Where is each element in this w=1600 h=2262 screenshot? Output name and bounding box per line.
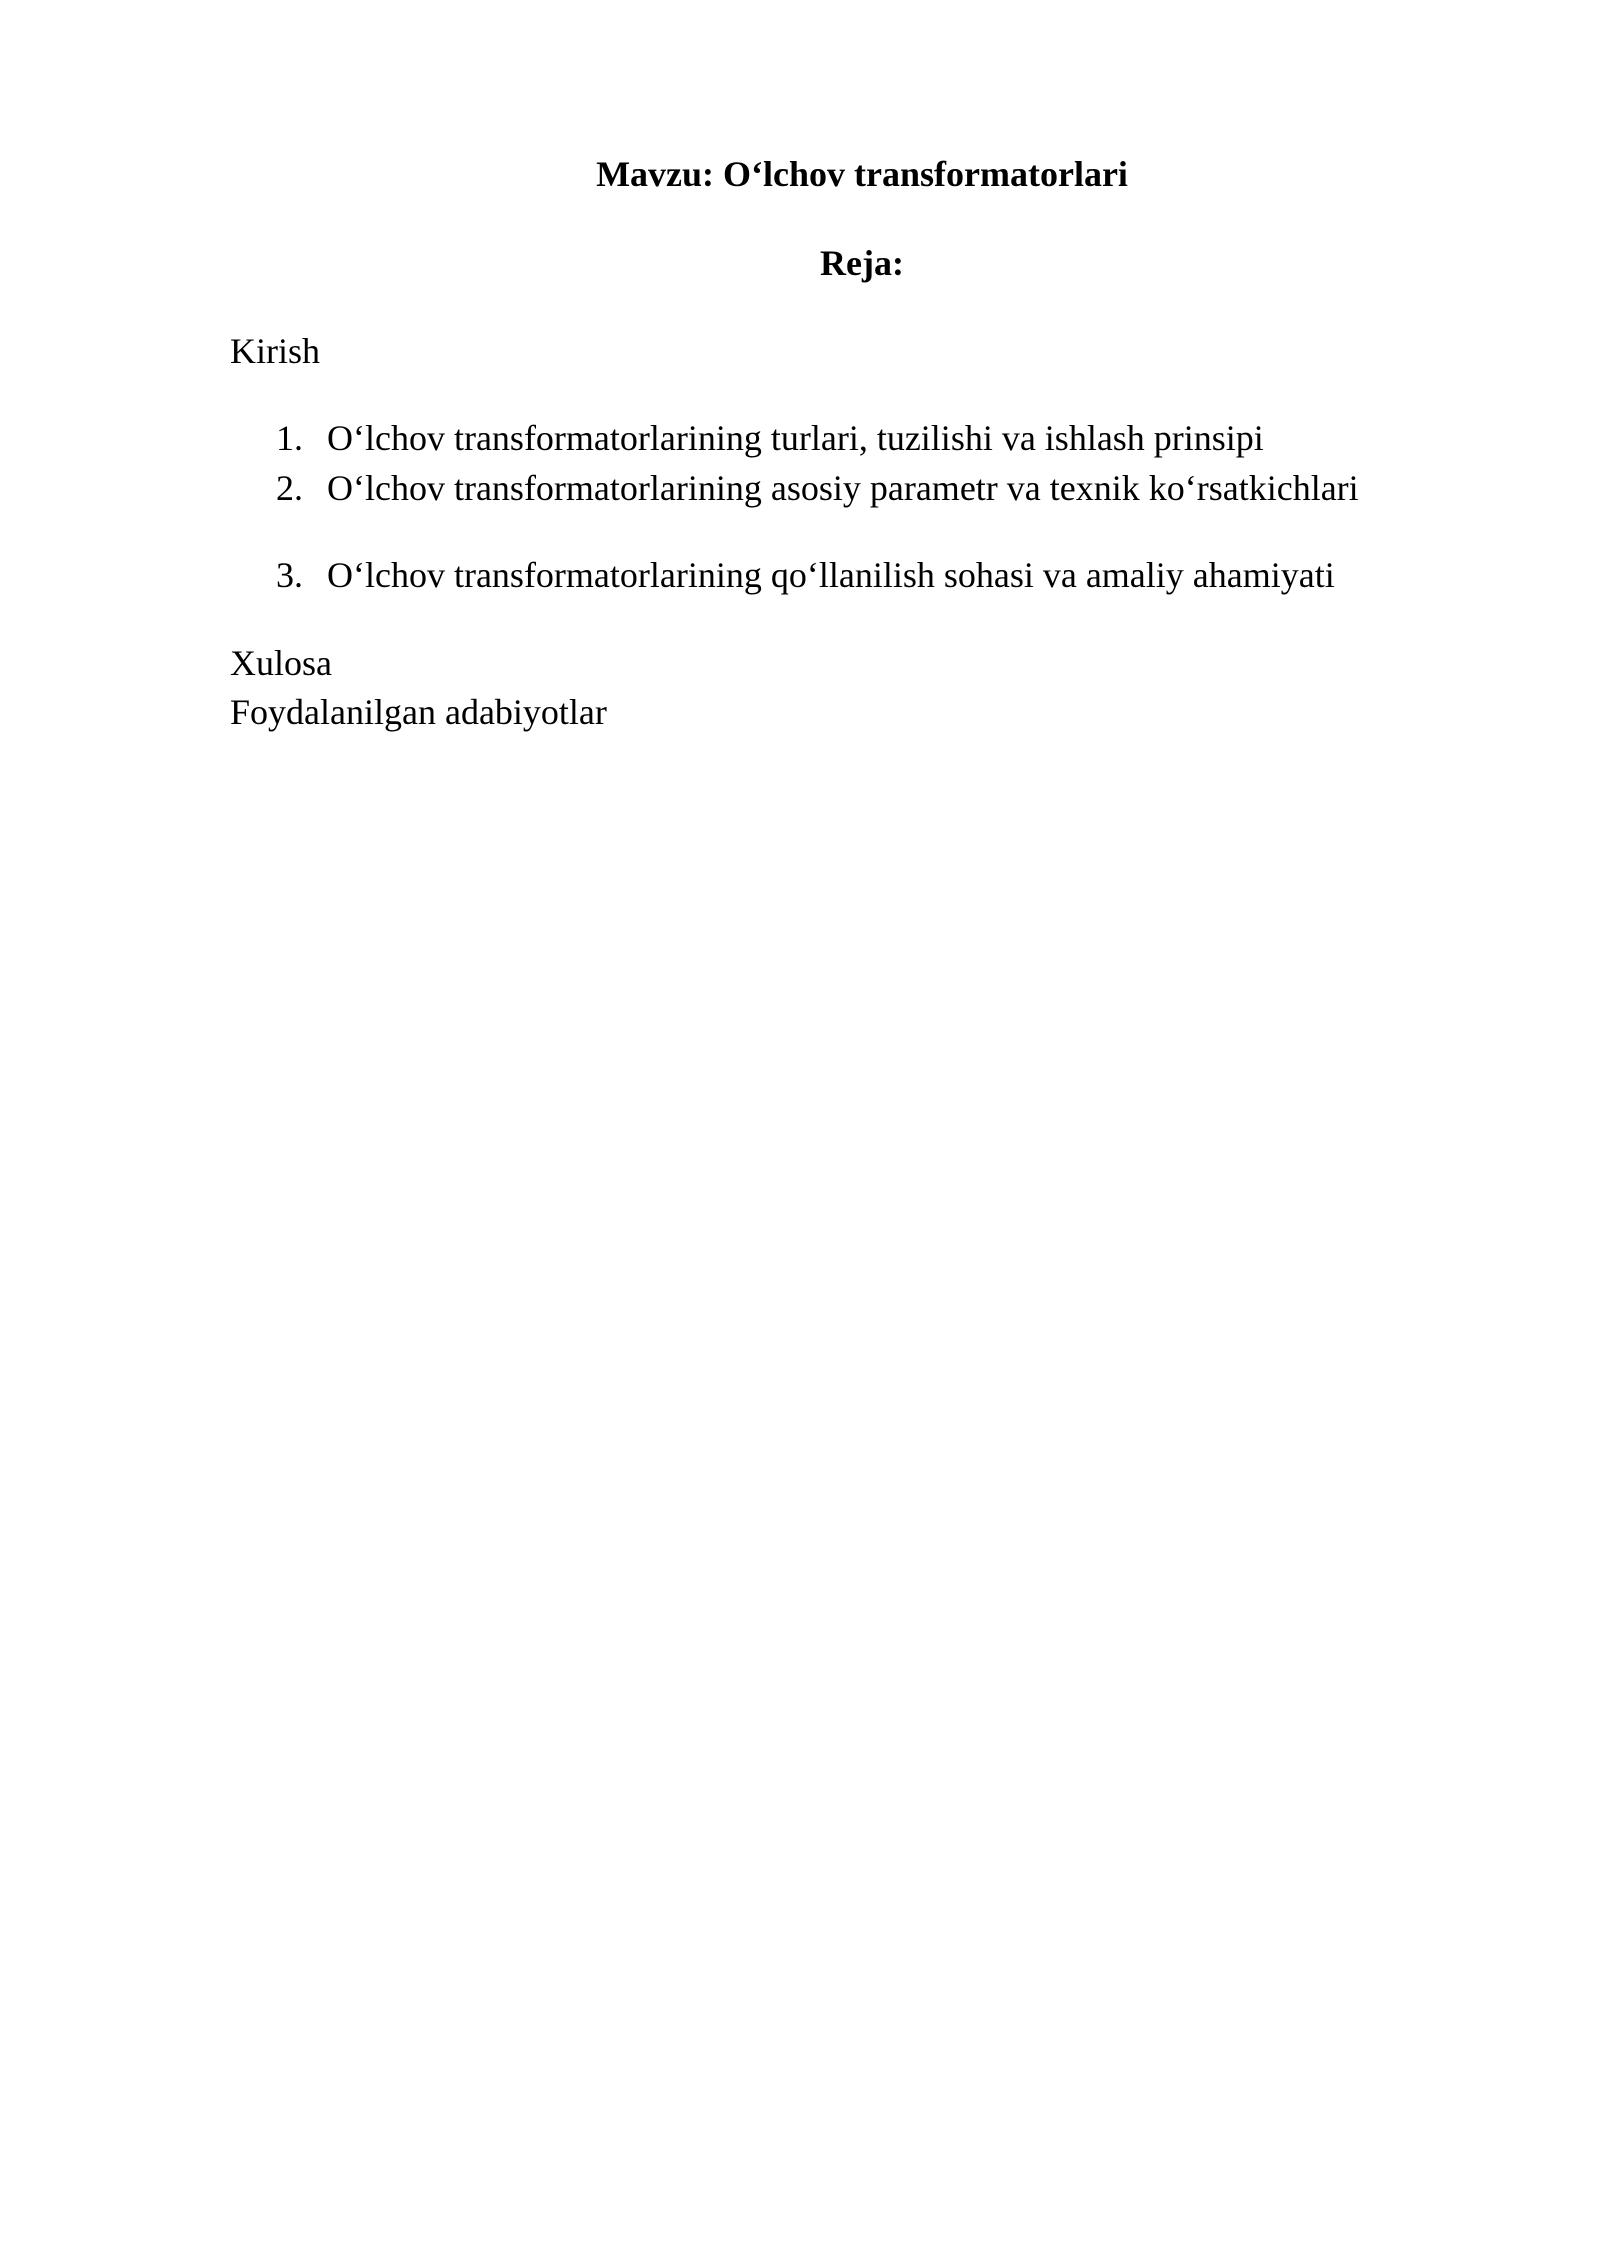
document-title: Mavzu: O‘lchov transformatorlari: [596, 154, 1128, 194]
list-item-number: 1.: [276, 418, 303, 458]
list-item-text: O‘lchov transformatorlarining asosiy parametr va texnik ko‘rsatkichlari: [327, 468, 1359, 508]
plan-heading: Reja:: [820, 243, 904, 283]
conclusion-text: Xulosa: [230, 643, 332, 683]
list-item-text: O‘lchov transformatorlarining qo‘llanilish sohasi va amaliy ahamiyati: [327, 555, 1335, 595]
intro-text: Kirish: [230, 331, 320, 371]
references-text: Foydalanilgan adabiyotlar: [230, 692, 607, 732]
list-item-number: 3.: [276, 555, 303, 595]
list-item-text: O‘lchov transformatorlarining turlari, tuzilishi va ishlash prinsipi: [327, 418, 1264, 458]
list-item-number: 2.: [276, 468, 303, 508]
